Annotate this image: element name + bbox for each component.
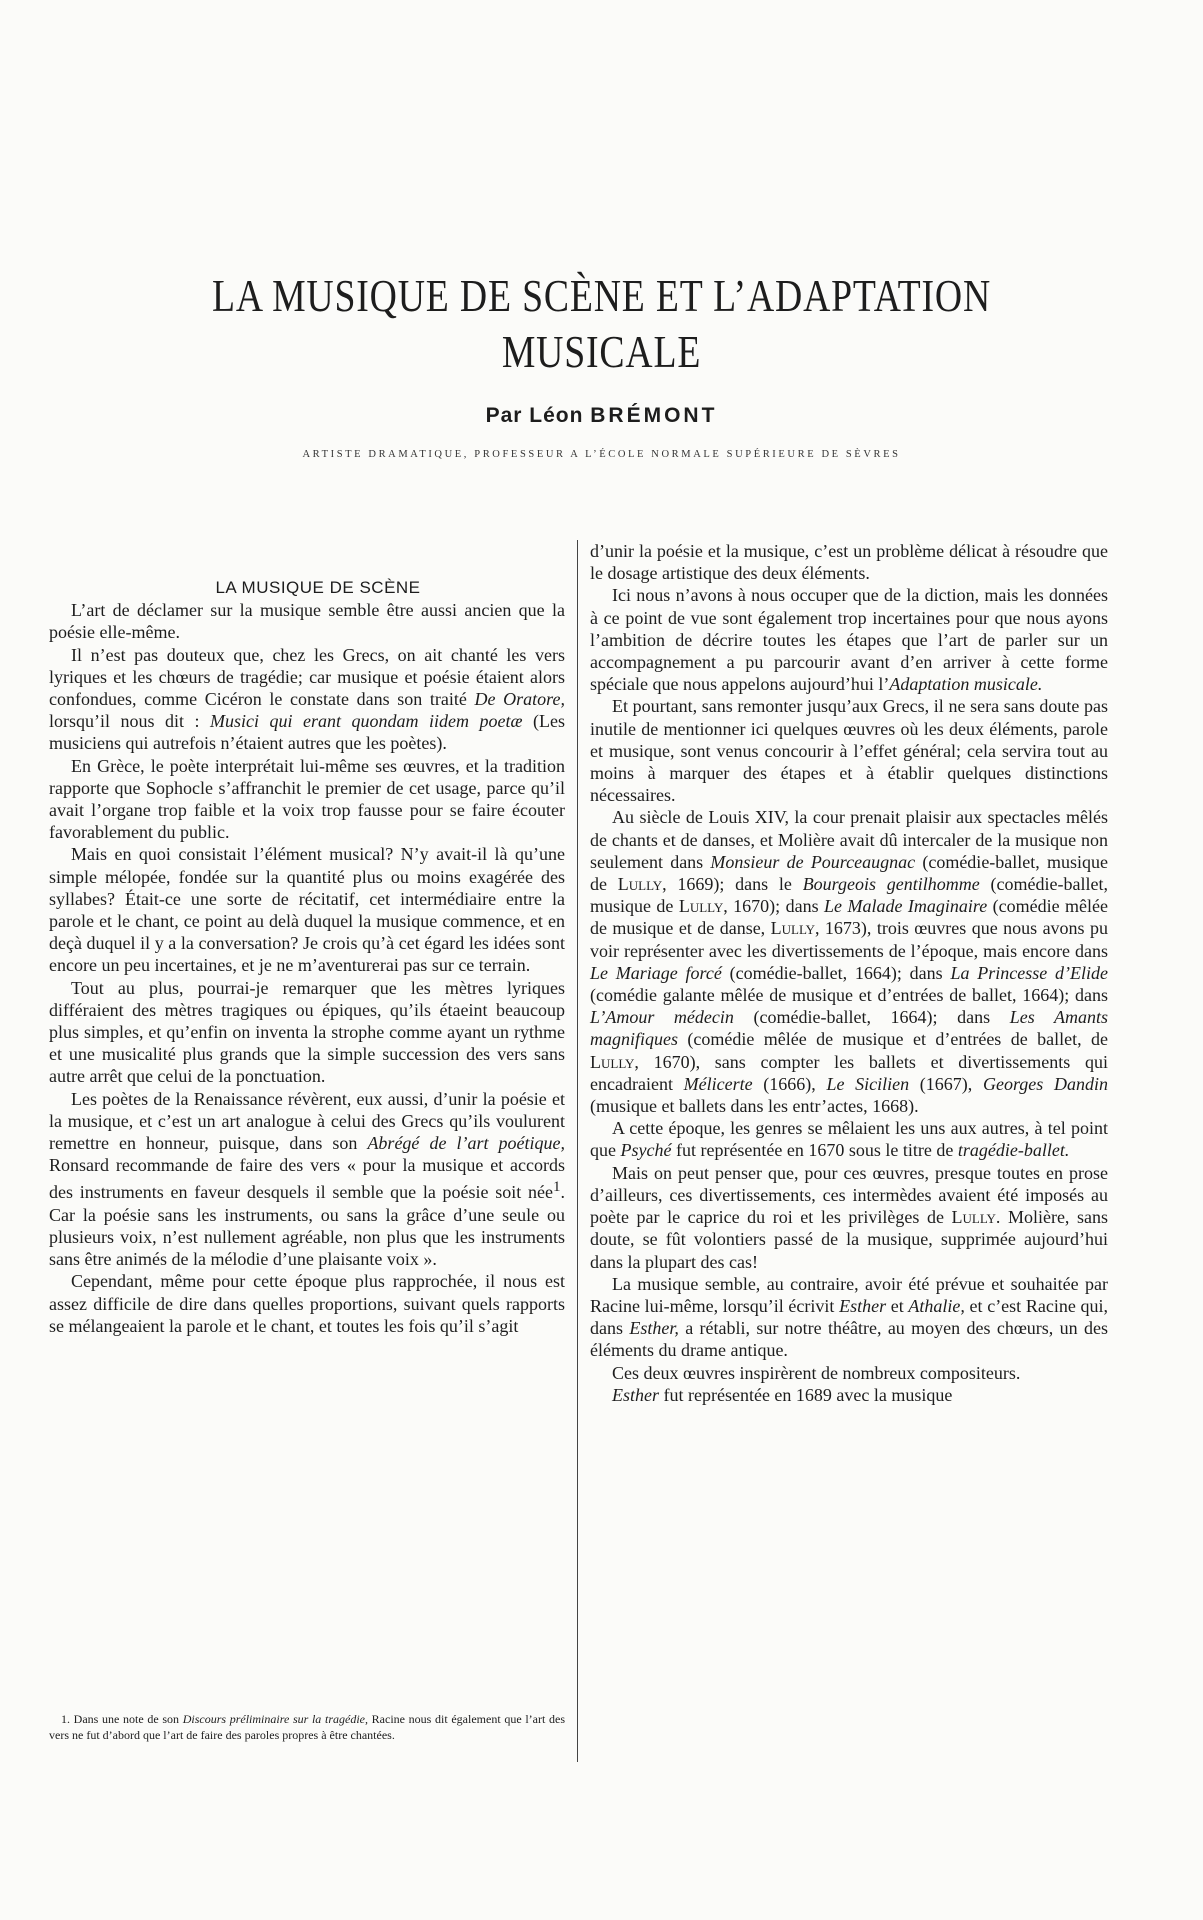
paragraph: En Grèce, le poète interprétait lui-même ses œuvres, et la tradition rapporte que Sophocle s’affranchit le premier de cet usage, parce qu’il avait l’organe trop faible et la voix trop fausse pour se faire écouter favorablement du public. — [49, 755, 565, 843]
paragraph: Ces deux œuvres inspirèrent de nombreux compositeurs. — [612, 1362, 1021, 1383]
paragraph: Esther fut représentée en 1689 avec la musique — [612, 1384, 953, 1405]
work-title: De Oratore, — [474, 689, 565, 710]
composer-name: Lully — [678, 896, 724, 917]
byline — [0, 404, 1203, 428]
footnote: 1. Dans une note de son Discours préliminaire sur la tragédie, Racine nous dit également que l’art des vers ne fut d’abord que l’art de faire des paroles propres à être chantées. — [49, 1712, 565, 1742]
work-title: Psyché — [620, 1140, 672, 1161]
footnote-marker[interactable]: 1 — [553, 1179, 561, 1196]
work-title: Esther — [612, 1384, 659, 1405]
byline-prefix: Par Léon — [485, 404, 584, 427]
paragraph: La musique semble, au contraire, avoir été prévue et souhaitée par Racine lui-même, lorsqu’il écrivit Esther et Athalie, et c’est Racine qui, dans Esther, a rétabli, sur notre théâtre, au moyen des chœurs, un des éléments du drame antique. — [590, 1273, 1108, 1361]
latin-quote: Musici qui erant quondam iidem poetæ — [210, 711, 523, 732]
paragraph: Cependant, même pour cette époque plus rapprochée, il nous est assez difficile de dire dans quelles proportions, suivant quels rapports se mélangeaient la parole et le chant, et toutes les fois qu’il s’agit — [49, 1271, 565, 1336]
work-title: Esther — [839, 1295, 887, 1316]
composer-name: Lully — [770, 918, 815, 939]
work-title: Athalie, — [908, 1295, 965, 1316]
work-title: Monsieur de Pourceaugnac — [710, 851, 916, 872]
work-title: La Princesse d’Elide — [950, 962, 1108, 983]
work-title: Abrégé de l’art poétique, — [367, 1133, 565, 1154]
paragraph: A cette époque, les genres se mêlaient les uns aux autres, à tel point que Psyché fut représentée en 1670 sous le titre de tragédie-ballet. — [590, 1118, 1108, 1161]
work-title: Le Malade Imaginaire — [824, 896, 988, 917]
paragraph: Les poètes de la Renaissance révèrent, eux aussi, d’unir la poésie et la musique, et c’est un art analogue à celui des Grecs qu’ils voulurent remettre en honneur, puisque, dans son Abrégé de l’art poétique, Ronsard recommande de faire des vers « pour la musique et accords des instruments en faveur desquels il semble que la poésie soit née$^1$. Car la poésie sans les instruments, ou sans la grâce d’une seule ou plusieurs voix, n’est nullement agréable, non plus que les instruments sans être animés de la mélodie d’une plaisante voix ». — [49, 1088, 565, 1270]
article-title-line-2: MUSICALE — [501, 326, 702, 377]
work-title: Discours préliminaire sur la tragédie, — [182, 1712, 368, 1726]
term: Adaptation musicale. — [889, 674, 1043, 695]
genre-term: tragédie-ballet. — [957, 1140, 1070, 1161]
footnote-number: 1. — [61, 1712, 70, 1726]
paragraph: Et pourtant, sans remonter jusqu’aux Grecs, il ne sera sans doute pas inutile de mentionner ici quelques œuvres où les deux éléments, parole et musique, sont venus concourir à l’effet général; cela servira tout au moins à marquer des étapes et à établir quelques distinctions nécessaires. — [590, 696, 1108, 806]
author-surname: BRÉMONT — [590, 404, 718, 427]
work-title: Le Sicilien — [826, 1073, 910, 1094]
work-title: Mélicerte — [683, 1073, 753, 1094]
section-heading: LA MUSIQUE DE SCÈNE — [215, 578, 421, 597]
article-title-line-1: LA MUSIQUE DE SCÈNE ET L’ADAPTATION — [211, 270, 992, 321]
work-title: Esther, — [629, 1318, 679, 1339]
left-column — [49, 577, 565, 1337]
paragraph: Il n’est pas douteux que, chez les Grecs, on ait chanté les vers lyriques et les chœurs de tragédie; car musique et poésie étaient alors confondues, comme Cicéron le constate dans son traité De Oratore, lorsqu’il nous dit : Musici qui erant quondam iidem poetæ (Les musiciens qui autrefois n’étaient autres que les poètes). — [49, 644, 565, 754]
paragraph: Mais en quoi consistait l’élément musical? N’y avait-il là qu’une simple mélopée, fondée sur la quantité plus ou moins exagérée des syllabes? Était-ce une sorte de récitatif, cet intermédiaire entre la parole et le chant, ce point au delà duquel la musique commence, et en deçà duquel il y a la conversation? Je crois qu’à cet égard les idées sont encore un peu incertaines, et je ne m’aventurerai pas sur ce terrain. — [49, 844, 565, 976]
composer-name: Lully — [590, 1051, 635, 1072]
paragraph: Ici nous n’avons à nous occuper que de la diction, mais les données à ce point de vue sont également trop incertaines pour que nous ayons l’ambition de décrire toutes les étapes que l’art de parler sur un accompagnement a pu parcourir avant d’en arriver à cette forme spéciale que nous appelons aujourd’hui l’Adaptation musicale. — [590, 585, 1108, 695]
author-role: ARTISTE DRAMATIQUE, PROFESSEUR A L’ÉCOLE NORMALE SUPÉRIEURE DE SÈVRES — [302, 449, 901, 460]
work-title: Les Amants magnifiques — [590, 1007, 1108, 1050]
right-column — [590, 540, 1108, 1406]
work-title: Georges Dandin — [982, 1073, 1108, 1094]
article-title — [108, 268, 1094, 380]
paragraph: Tout au plus, pourrai-je remarquer que les mètres lyriques différaient des mètres tragiques ou épiques, qu’ils étaeint beaucoup plus simples, et qu’enfin on inventa la strophe comme ayant un rythme et une musicalité plus grands que la simple succession des vers sans autre arrêt que celui de la ponctuation. — [49, 977, 565, 1087]
composer-name: Lully — [951, 1207, 996, 1228]
paragraph: Au siècle de Louis XIV, la cour prenait plaisir aux spectacles mêlés de chants et de danses, et Molière avait dû intercaler de la musique non seulement dans Monsieur de Pourceaugnac (comédie-ballet, musique de Lully, 1669); dans le Bourgeois gentilhomme (comédie-ballet, musique de Lully, 1670); dans Le Malade Imaginaire (comédie mêlée de musique et de danse, Lully, 1673), trois œuvres que nous avons pu voir représenter avec les divertissements de l’époque, mais encore dans Le Mariage forcé (comédie-ballet, 1664); dans La Princesse d’Elide (comédie galante mêlée de musique et d’entrées de ballet, 1664); dans L’Amour médecin (comédie-ballet, 1664); dans Les Amants magnifiques (comédie mêlée de musique et d’entrées de ballet, de Lully, 1670), sans compter les ballets et divertissements qui encadraient Mélicerte (1666), Le Sicilien (1667), Georges Dandin (musique et ballets dans les entr’actes, 1668). — [590, 807, 1108, 1117]
paragraph: d’unir la poésie et la musique, c’est un problème délicat à résoudre que le dosage artistique des deux éléments. — [590, 541, 1108, 584]
work-title: Le Mariage forcé — [590, 962, 722, 983]
work-title: Bourgeois gentilhomme — [802, 874, 980, 895]
work-title: L’Amour médecin — [590, 1007, 734, 1028]
paragraph: L’art de déclamer sur la musique semble être aussi ancien que la poésie elle-même. — [49, 600, 565, 643]
paragraph: Mais on peut penser que, pour ces œuvres, presque toutes en prose d’ailleurs, ces divertissements, ces intermèdes avaient été imposés au poète par le caprice du roi et les privilèges de Lully. Molière, sans doute, se fût volontiers passé de la musique, supprimée aujourd’hui dans la plupart des cas! — [590, 1162, 1109, 1272]
composer-name: Lully — [617, 874, 663, 895]
column-divider — [577, 540, 578, 1762]
